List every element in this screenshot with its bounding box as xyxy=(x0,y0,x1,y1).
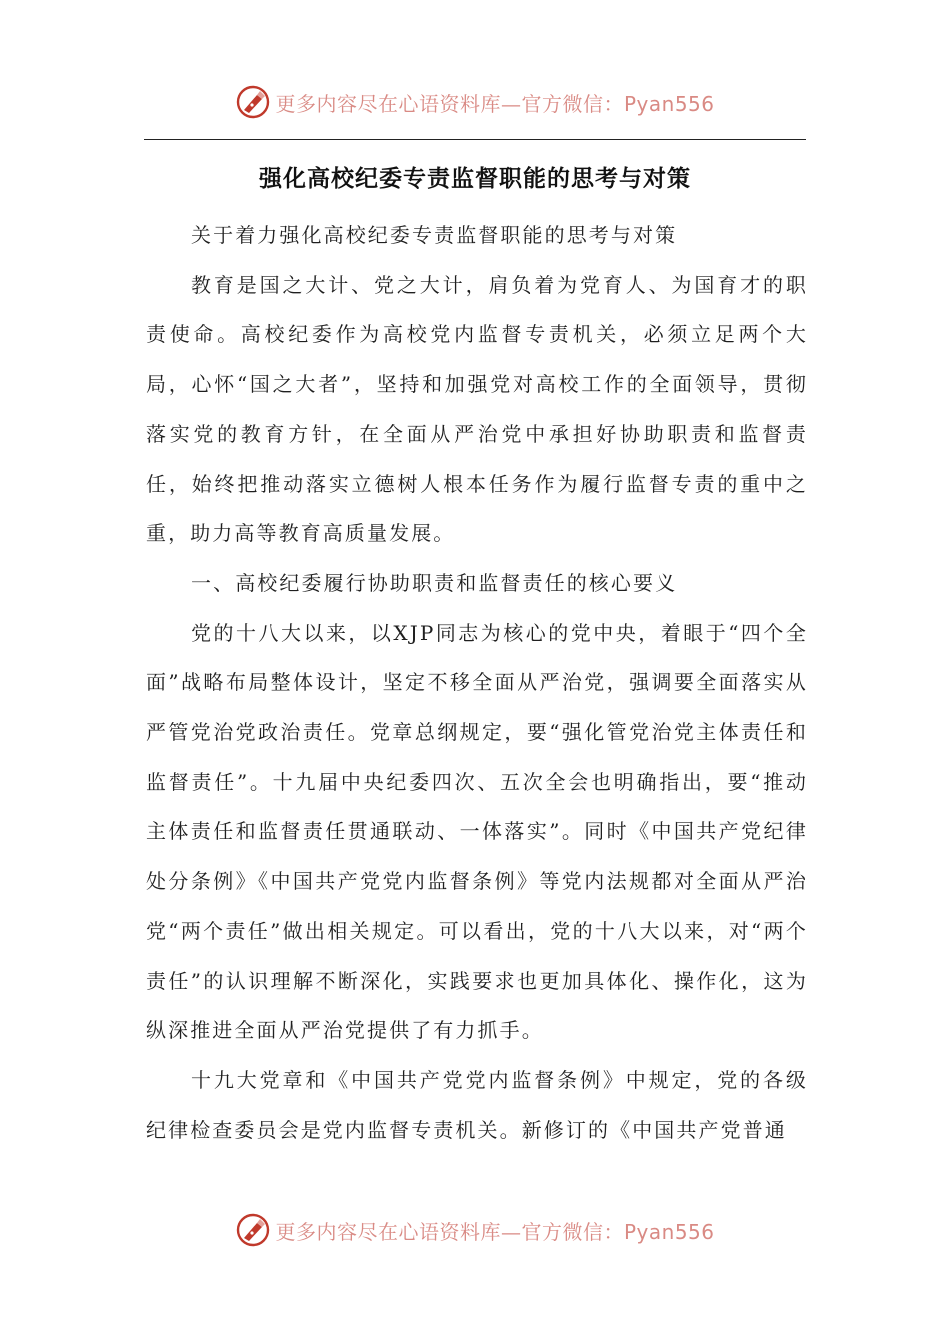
pen-nib-logo-icon xyxy=(235,1212,271,1248)
banner-slogan-text: 更多内容尽在心语资料库—官方微信： xyxy=(275,1219,624,1244)
paragraph-intro: 教育是国之大计、党之大计，肩负着为党育人、为国育才的职责使命。高校纪委作为高校党内监督专责机关，必须立足两个大局，心怀“国之大者”，坚持和加强党对高校工作的全面领导，贯彻落实党的教育方针，在全面从严治党中承担好协助职责和监督责任，始终把推动落实立德树人根本任务作为履行监督专责的重中之重，助力高等教育高质量发展。 xyxy=(146,272,808,546)
banner-wechat-id: Pyan556 xyxy=(623,1219,715,1244)
paragraph: 党的十八大以来，以XJP同志为核心的党中央，着眼于“四个全面”战略布局整体设计，坚定不移全面从严治党，强调要全面落实从严管党治党政治责任。党章总纲规定，要“强化管党治党主体责任和监督责任”。十九届中央纪委四次、五次全会也明确指出，要“推动主体责任和监督责任贯通联动、一体落实”。同时《中国共产党纪律处分条例》《中国共产党党内监督条例》等党内法规都对全面从严治党“两个责任”做出相关规定。可以看出，党的十八大以来，对“两个责任”的认识理解不断深化，实践要求也更加具体化、操作化，这为纵深推进全面从严治党提供了有力抓手。 xyxy=(146,620,808,1043)
banner-wechat-id: Pyan556 xyxy=(623,91,715,116)
pen-nib-logo-icon xyxy=(235,84,271,120)
paragraph-subtitle: 关于着力强化高校纪委专责监督职能的思考与对策 xyxy=(191,223,678,247)
paragraph: 十九大党章和《中国共产党党内监督条例》中规定，党的各级纪律检查委员会是党内监督专责机关。新修订的《中国共产党普通 xyxy=(146,1067,808,1142)
footer-banner xyxy=(0,1210,950,1250)
header-banner xyxy=(0,82,950,122)
banner-slogan-text: 更多内容尽在心语资料库—官方微信： xyxy=(275,91,624,116)
header-divider xyxy=(144,139,806,140)
document-body xyxy=(146,211,808,1155)
section-heading: 一、高校纪委履行协助职责和监督责任的核心要义 xyxy=(191,570,678,595)
banner-slogan xyxy=(275,88,714,117)
banner-slogan xyxy=(275,1216,714,1245)
document-title: 强化高校纪委专责监督职能的思考与对策 xyxy=(259,165,691,192)
